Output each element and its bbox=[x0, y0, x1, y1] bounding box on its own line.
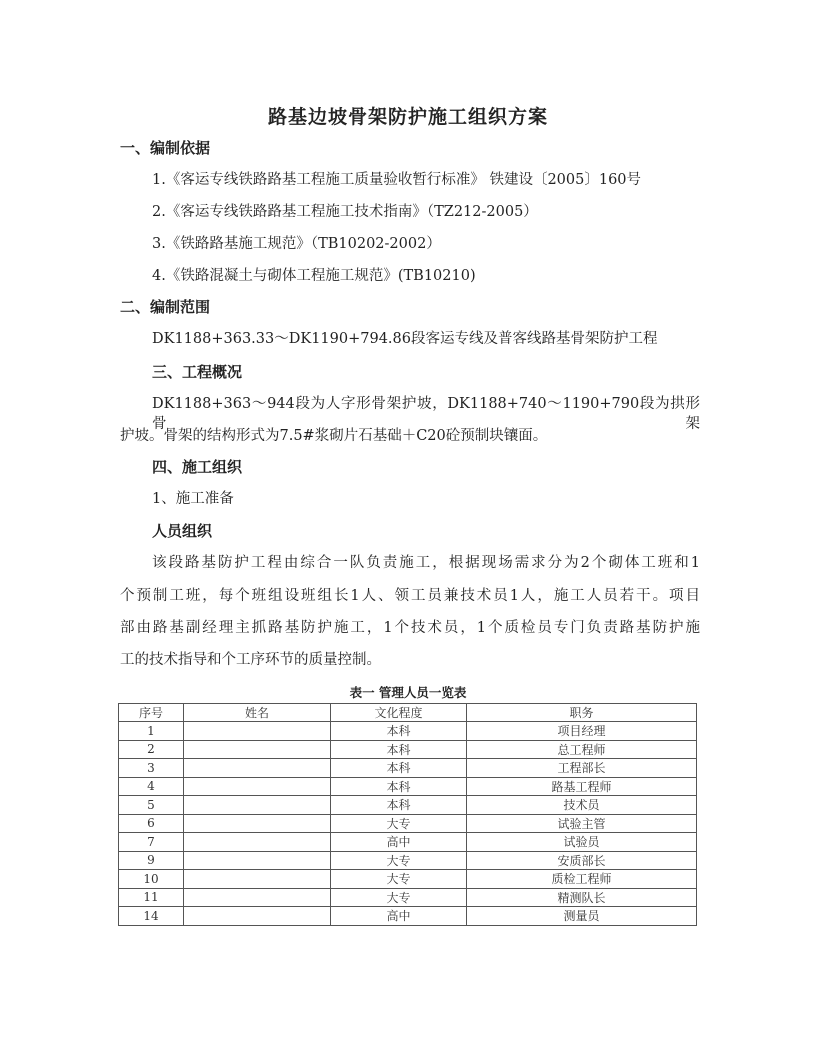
header-education: 文化程度 bbox=[331, 704, 467, 722]
table-row bbox=[119, 796, 697, 815]
cell-education: 大专 bbox=[331, 851, 467, 870]
cell-position: 试验员 bbox=[467, 833, 697, 852]
staff-table bbox=[118, 703, 697, 926]
cell-education: 高中 bbox=[331, 907, 467, 926]
table-row bbox=[119, 722, 697, 741]
cell-index: 1 bbox=[119, 722, 184, 741]
header-name: 姓名 bbox=[184, 704, 331, 722]
cell-position: 精测队长 bbox=[467, 888, 697, 907]
cell-position: 项目经理 bbox=[467, 722, 697, 741]
table-header-row bbox=[119, 704, 697, 722]
cell-education: 大专 bbox=[331, 814, 467, 833]
cell-name bbox=[184, 740, 331, 759]
staff-paragraph-line: 部由路基副经理主抓路基防护施工，1个技术员，1个质检员专门负责路基防护施 bbox=[120, 620, 700, 636]
cell-index: 4 bbox=[119, 777, 184, 796]
cell-name bbox=[184, 722, 331, 741]
cell-index: 11 bbox=[119, 888, 184, 907]
table-caption: 表一 管理人员一览表 bbox=[349, 685, 467, 700]
cell-position: 技术员 bbox=[467, 796, 697, 815]
cell-education: 本科 bbox=[331, 777, 467, 796]
cell-education: 高中 bbox=[331, 833, 467, 852]
reference-item: 2.《客运专线铁路路基工程施工技术指南》（TZ212-2005） bbox=[152, 204, 538, 220]
cell-name bbox=[184, 777, 331, 796]
table-row bbox=[119, 888, 697, 907]
cell-position: 测量员 bbox=[467, 907, 697, 926]
cell-index: 7 bbox=[119, 833, 184, 852]
staff-paragraph-line: 该段路基防护工程由综合一队负责施工，根据现场需求分为2个砌体工班和1 bbox=[152, 555, 700, 571]
section-heading-overview: 三、工程概况 bbox=[152, 363, 243, 381]
cell-name bbox=[184, 814, 331, 833]
table-row bbox=[119, 814, 697, 833]
staff-heading: 人员组织 bbox=[152, 522, 213, 540]
overview-line: DK1188+363～944段为人字形骨架护坡，DK1188+740～1190+790段为拱形骨架 bbox=[152, 396, 700, 432]
cell-index: 6 bbox=[119, 814, 184, 833]
cell-position: 试验主管 bbox=[467, 814, 697, 833]
cell-name bbox=[184, 870, 331, 889]
header-index: 序号 bbox=[119, 704, 184, 722]
table-row bbox=[119, 851, 697, 870]
header-position: 职务 bbox=[467, 704, 697, 722]
cell-name bbox=[184, 796, 331, 815]
subsection-preparation: 1、施工准备 bbox=[152, 491, 234, 507]
cell-name bbox=[184, 907, 331, 926]
cell-position: 安质部长 bbox=[467, 851, 697, 870]
cell-education: 大专 bbox=[331, 888, 467, 907]
reference-item: 3.《铁路路基施工规范》（TB10202-2002） bbox=[152, 236, 441, 252]
table-row bbox=[119, 833, 697, 852]
table-row bbox=[119, 777, 697, 796]
scope-text: DK1188+363.33～DK1190+794.86段客运专线及普客线路基骨架防护工程 bbox=[152, 331, 658, 347]
table-row bbox=[119, 907, 697, 926]
cell-index: 2 bbox=[119, 740, 184, 759]
cell-name bbox=[184, 759, 331, 778]
cell-index: 5 bbox=[119, 796, 184, 815]
staff-paragraph-line: 工的技术指导和个工序环节的质量控制。 bbox=[120, 652, 381, 668]
cell-education: 本科 bbox=[331, 740, 467, 759]
cell-index: 14 bbox=[119, 907, 184, 926]
cell-position: 路基工程师 bbox=[467, 777, 697, 796]
cell-position: 质检工程师 bbox=[467, 870, 697, 889]
cell-education: 本科 bbox=[331, 722, 467, 741]
cell-name bbox=[184, 851, 331, 870]
cell-education: 大专 bbox=[331, 870, 467, 889]
table-row bbox=[119, 870, 697, 889]
cell-position: 总工程师 bbox=[467, 740, 697, 759]
table-row bbox=[119, 740, 697, 759]
cell-index: 10 bbox=[119, 870, 184, 889]
reference-item: 4.《铁路混凝土与砌体工程施工规范》(TB10210) bbox=[152, 268, 476, 284]
cell-position: 工程部长 bbox=[467, 759, 697, 778]
cell-index: 9 bbox=[119, 851, 184, 870]
cell-name bbox=[184, 833, 331, 852]
overview-line: 护坡。骨架的结构形式为7.5#浆砌片石基础＋C20砼预制块镶面。 bbox=[120, 428, 548, 444]
staff-paragraph-line: 个预制工班，每个班组设班组长1人、领工员兼技术员1人，施工人员若干。项目 bbox=[120, 588, 700, 604]
section-heading-basis: 一、编制依据 bbox=[120, 139, 211, 157]
cell-education: 本科 bbox=[331, 759, 467, 778]
cell-index: 3 bbox=[119, 759, 184, 778]
cell-education: 本科 bbox=[331, 796, 467, 815]
section-heading-scope: 二、编制范围 bbox=[120, 298, 211, 316]
document-title: 路基边坡骨架防护施工组织方案 bbox=[267, 106, 548, 128]
table-row bbox=[119, 759, 697, 778]
reference-item: 1.《客运专线铁路路基工程施工质量验收暂行标准》 铁建设〔2005〕160号 bbox=[152, 172, 642, 188]
cell-name bbox=[184, 888, 331, 907]
section-heading-organization: 四、施工组织 bbox=[152, 458, 243, 476]
